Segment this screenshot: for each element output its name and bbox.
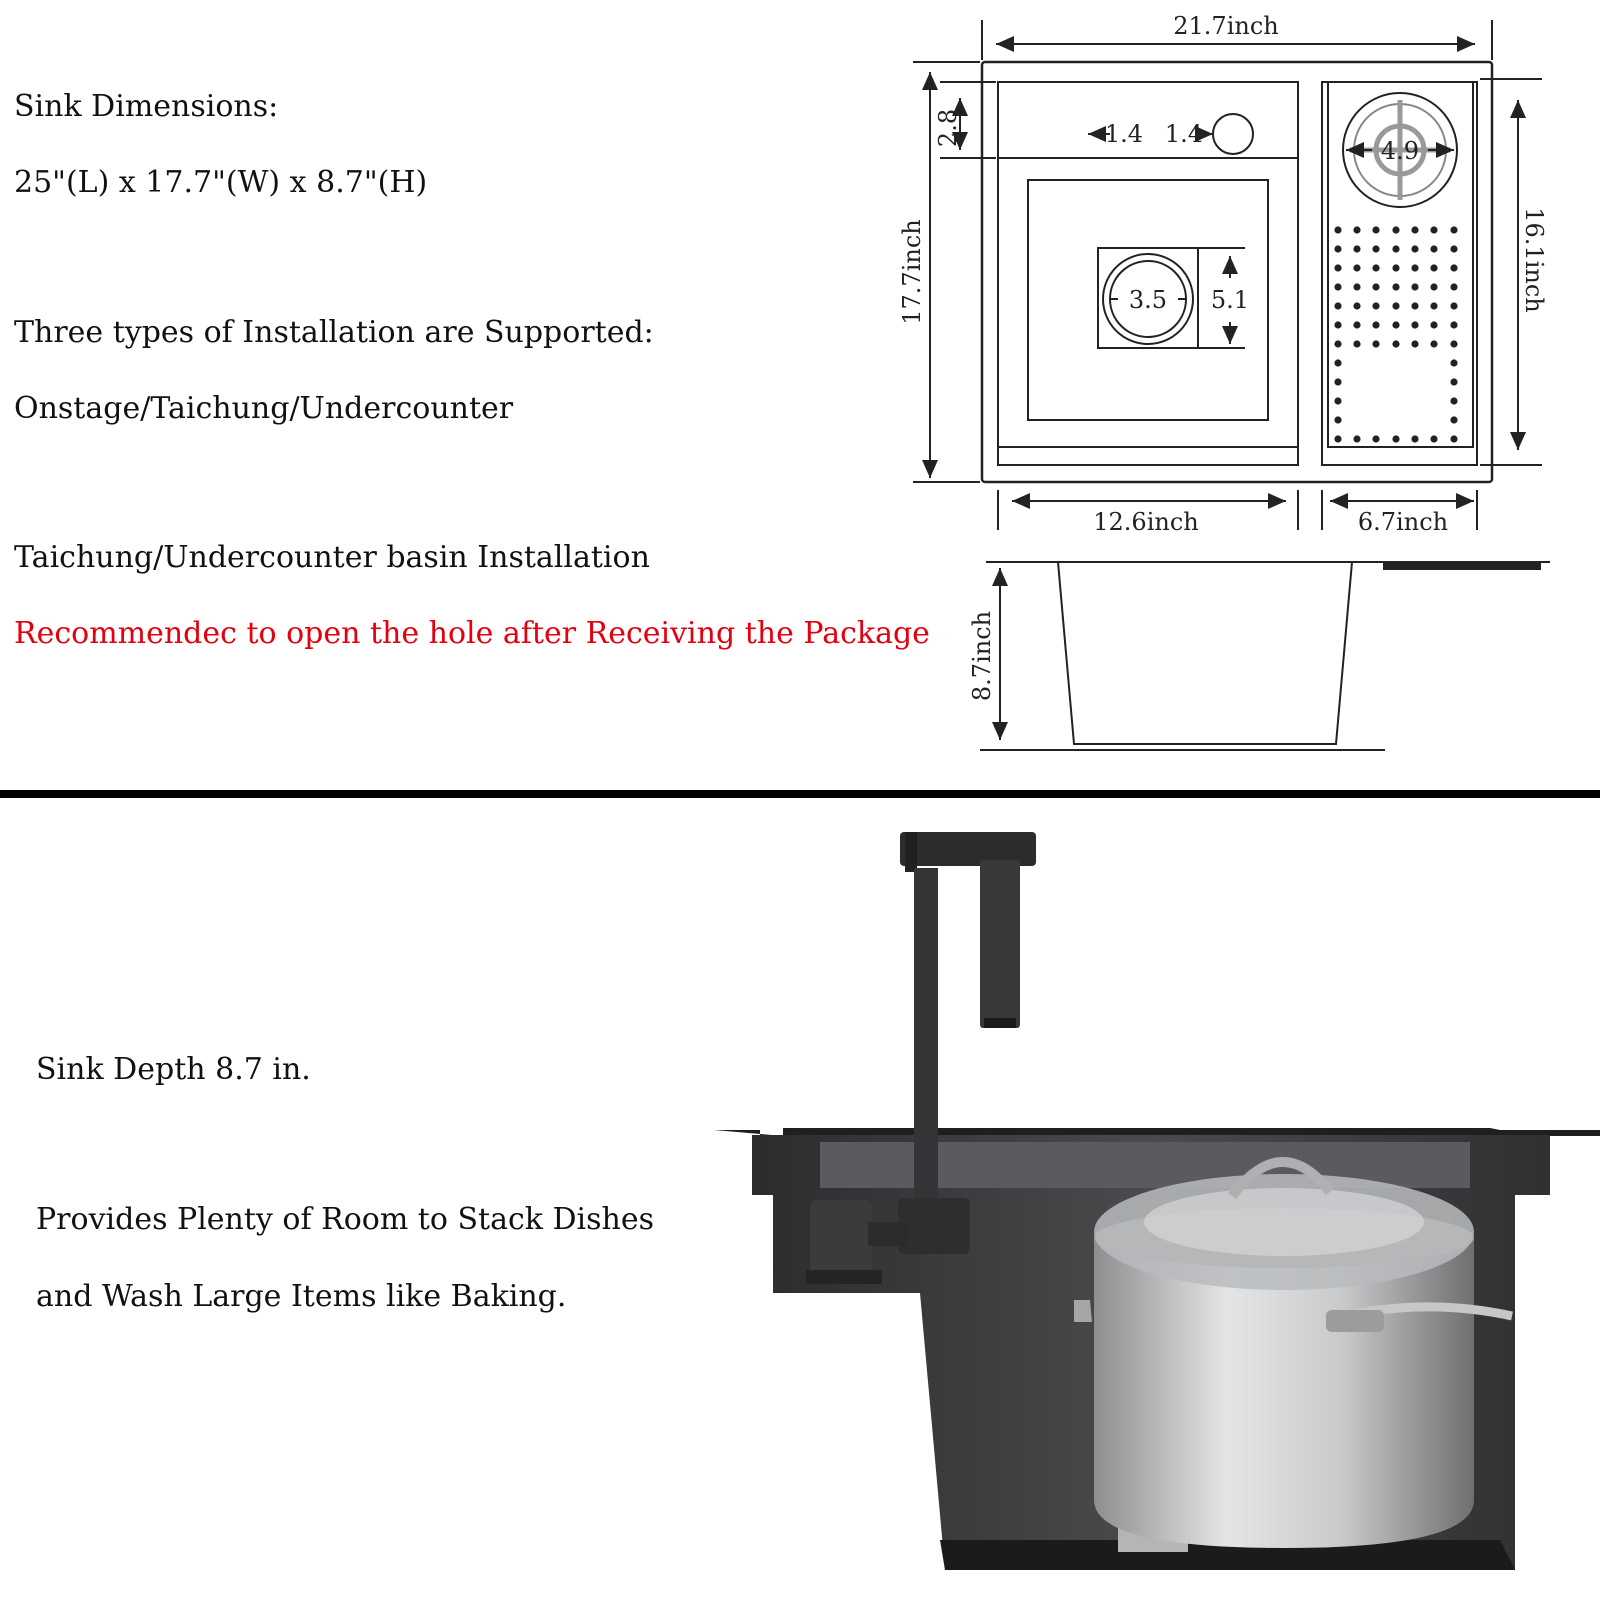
dim-drain-offset: 5.1: [1210, 286, 1250, 314]
drainboard-hole: [1353, 226, 1360, 233]
dim-left-height: 17.7inch: [898, 219, 926, 325]
drainboard-hole: [1392, 245, 1399, 252]
drainboard-hole: [1334, 302, 1341, 309]
drainboard-hole: [1430, 245, 1437, 252]
drainboard-hole: [1450, 283, 1457, 290]
drainboard-hole: [1353, 321, 1360, 328]
sink-depth-title: Sink Depth 8.7 in.: [36, 1052, 311, 1087]
drainboard-hole: [1392, 226, 1399, 233]
drainboard-hole: [1372, 321, 1379, 328]
drainboard-hole: [1334, 321, 1341, 328]
drainboard-hole: [1353, 340, 1360, 347]
dim-depth: 8.7inch: [968, 610, 996, 702]
drainboard-hole: [1334, 359, 1341, 366]
drainboard-hole: [1334, 397, 1341, 404]
drainboard-hole: [1430, 340, 1437, 347]
feature-line-2: and Wash Large Items like Baking.: [36, 1279, 567, 1314]
drainboard-hole: [1392, 435, 1399, 442]
drainboard-hole: [1372, 340, 1379, 347]
drainboard-hole: [1450, 321, 1457, 328]
drainboard-hole: [1450, 226, 1457, 233]
basin-installation: Taichung/Undercounter basin Installation: [14, 540, 650, 575]
drainboard-hole: [1430, 264, 1437, 271]
drainboard-hole: [1450, 302, 1457, 309]
drainboard-hole: [1372, 435, 1379, 442]
drainboard-hole: [1430, 435, 1437, 442]
recommendation-note: Recommendec to open the hole after Receiving the Package: [14, 616, 930, 651]
dim-right-height: 16.1inch: [1520, 207, 1548, 313]
installation-types: Onstage/Taichung/Undercounter: [14, 391, 514, 426]
drainboard-hole: [1430, 302, 1437, 309]
dim-hole-right: 1.4: [1164, 120, 1204, 148]
dim-side-width: 6.7inch: [1357, 508, 1449, 536]
drainboard-hole: [1411, 264, 1418, 271]
drainboard-hole: [1353, 245, 1360, 252]
drainboard-hole: [1372, 245, 1379, 252]
drainboard-hole: [1450, 245, 1457, 252]
drainboard-hole: [1411, 340, 1418, 347]
drainboard-hole: [1334, 378, 1341, 385]
drainboard-hole: [1450, 435, 1457, 442]
drainboard-hole: [1392, 283, 1399, 290]
drainboard-hole: [1372, 283, 1379, 290]
drainboard-hole: [1392, 321, 1399, 328]
drainboard-hole: [1411, 283, 1418, 290]
drainboard-hole: [1334, 340, 1341, 347]
dim-drain-diameter: 3.5: [1128, 286, 1168, 314]
sink-dimensions-heading: Sink Dimensions:: [14, 89, 279, 124]
drainboard-hole: [1411, 435, 1418, 442]
drainboard-hole: [1334, 416, 1341, 423]
drainboard-hole: [1430, 321, 1437, 328]
sink-dimensions-value: 25"(L) x 17.7"(W) x 8.7"(H): [14, 165, 428, 200]
drainboard-hole: [1411, 226, 1418, 233]
drainboard-hole: [1411, 245, 1418, 252]
drainboard-hole: [1372, 264, 1379, 271]
drainboard-hole: [1430, 226, 1437, 233]
drainboard-hole: [1450, 359, 1457, 366]
installation-heading: Three types of Installation are Supported:: [14, 315, 654, 350]
drainboard-hole: [1334, 283, 1341, 290]
dim-top-width: 21.7inch: [1173, 12, 1279, 40]
drainboard-hole: [1372, 302, 1379, 309]
feature-line-1: Provides Plenty of Room to Stack Dishes: [36, 1202, 654, 1237]
dim-ledge-depth: 2.8: [934, 108, 962, 148]
dim-hole-left: 1.4: [1104, 120, 1144, 148]
drainboard-hole: [1411, 321, 1418, 328]
dim-cup-washer: 4.9: [1380, 137, 1420, 165]
dim-main-width: 12.6inch: [1093, 508, 1199, 536]
drainboard-hole: [1334, 245, 1341, 252]
drainboard-hole: [1353, 283, 1360, 290]
drainboard-hole: [1372, 226, 1379, 233]
drainboard-hole: [1334, 264, 1341, 271]
drainboard-hole: [1450, 378, 1457, 385]
drainboard-hole: [1353, 302, 1360, 309]
drainboard-hole: [1450, 397, 1457, 404]
drainboard-hole: [1411, 302, 1418, 309]
drainboard-hole: [1334, 435, 1341, 442]
drainboard-hole: [1353, 264, 1360, 271]
drainboard-hole: [1450, 416, 1457, 423]
drainboard-hole: [1392, 340, 1399, 347]
drainboard-hole: [1450, 264, 1457, 271]
drainboard-hole: [1353, 435, 1360, 442]
drainboard-hole: [1392, 264, 1399, 271]
drainboard-hole: [1334, 226, 1341, 233]
drainboard-hole: [1450, 340, 1457, 347]
drainboard-hole: [1430, 283, 1437, 290]
drainboard-hole: [1392, 302, 1399, 309]
